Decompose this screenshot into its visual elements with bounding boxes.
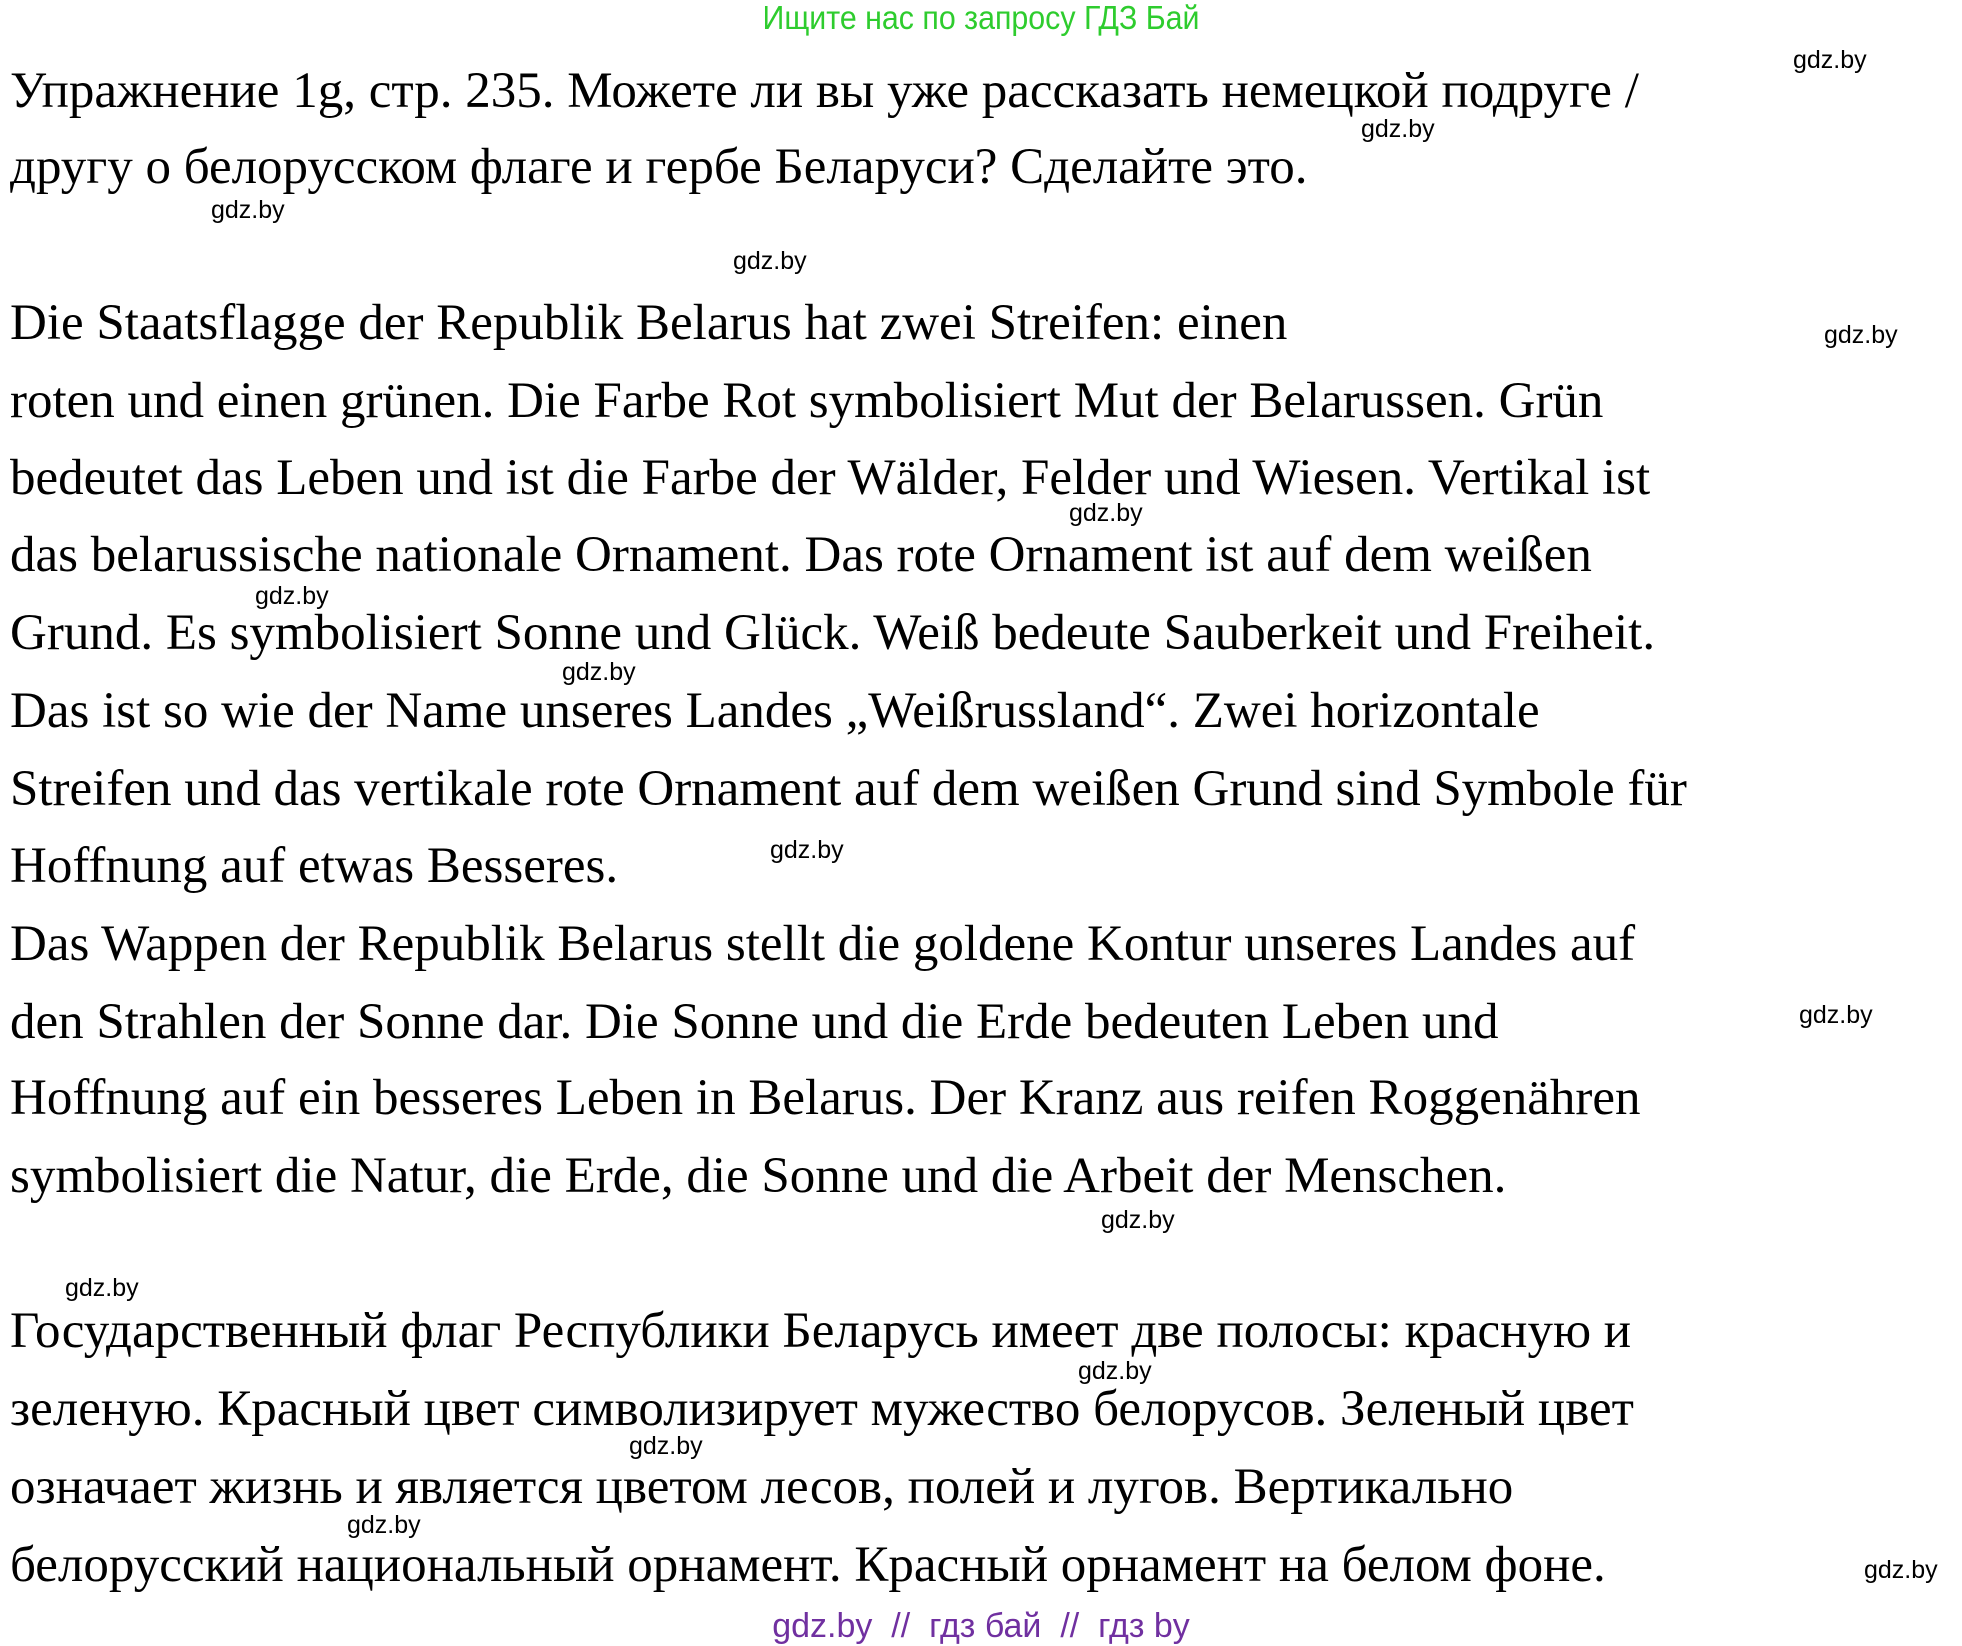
watermark: gdz.by [770, 836, 844, 864]
german-line: symbolisiert die Natur, die Erde, die Sonne und die Arbeit der Menschen. [10, 1148, 1507, 1204]
russian-line: означает жизнь и является цветом лесов, полей и лугов. Вертикально [10, 1459, 1514, 1515]
russian-line: белорусский национальный орнамент. Красный орнамент на белом фоне. [10, 1537, 1606, 1593]
watermark: gdz.by [629, 1432, 703, 1460]
watermark: gdz.by [347, 1511, 421, 1539]
watermark: gdz.by [1799, 1001, 1873, 1029]
german-line: bedeutet das Leben und ist die Farbe der Wälder, Felder und Wiesen. Vertikal ist [10, 450, 1651, 506]
watermark: gdz.by [255, 582, 329, 610]
watermark: gdz.by [562, 658, 636, 686]
search-banner: Ищите нас по запросу ГДЗ Бай [762, 0, 1200, 36]
german-line: Hoffnung auf etwas Besseres. [10, 838, 619, 894]
german-line: roten und einen grünen. Die Farbe Rot symbolisiert Mut der Belarussen. Grün [10, 373, 1604, 429]
german-line: Die Staatsflagge der Republik Belarus hat zwei Streifen: einen [10, 295, 1288, 351]
watermark: gdz.by [1361, 115, 1435, 143]
watermark: gdz.by [733, 247, 807, 275]
german-line: das belarussische nationale Ornament. Das rote Ornament ist auf dem weißen [10, 527, 1592, 583]
watermark: gdz.by [1101, 1206, 1175, 1234]
watermark: gdz.by [65, 1274, 139, 1302]
german-line: Hoffnung auf ein besseres Leben in Belarus. Der Kranz aus reifen Roggenähren [10, 1070, 1641, 1126]
german-line: den Strahlen der Sonne dar. Die Sonne und die Erde bedeuten Leben und [10, 994, 1499, 1050]
watermark: gdz.by [1824, 321, 1898, 349]
russian-line: Государственный флаг Республики Беларусь имеет две полосы: красную и [10, 1303, 1632, 1359]
watermark: gdz.by [1069, 499, 1143, 527]
task-line: Упражнение 1g, стр. 235. Можете ли вы уже рассказать немецкой подруге / [10, 63, 1639, 119]
task-line: другу о белорусском флаге и гербе Беларуси? Сделайте это. [10, 139, 1308, 195]
watermark: gdz.by [211, 196, 285, 224]
watermark: gdz.by [1078, 1357, 1152, 1385]
watermark: gdz.by [1864, 1556, 1938, 1584]
watermark: gdz.by [1793, 46, 1867, 74]
german-line: Das ist so wie der Name unseres Landes „Weißrussland“. Zwei horizontale [10, 683, 1540, 739]
german-line: Streifen und das vertikale rote Ornament auf dem weißen Grund sind Symbole für [10, 761, 1687, 817]
german-line: Das Wappen der Republik Belarus stellt die goldene Kontur unseres Landes auf [10, 916, 1636, 972]
russian-line: зеленую. Красный цвет символизирует мужество белорусов. Зеленый цвет [10, 1381, 1634, 1437]
german-line: Grund. Es symbolisiert Sonne und Glück. Weiß bedeute Sauberkeit und Freiheit. [10, 605, 1656, 661]
footer-banner: gdz.by // гдз бай // гдз by [772, 1607, 1190, 1645]
